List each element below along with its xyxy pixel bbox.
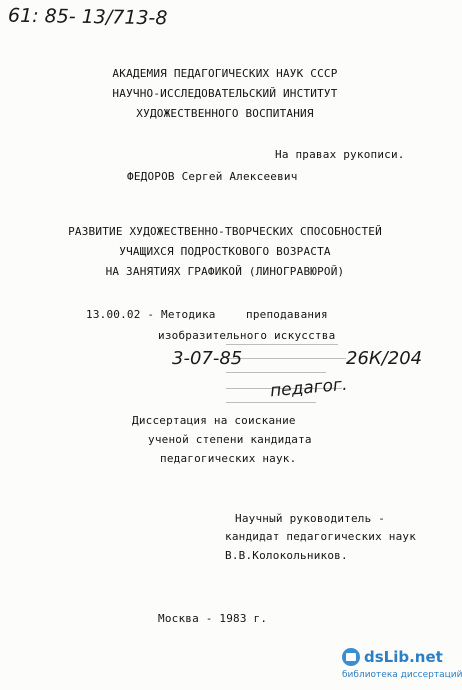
specialty-code: 13.00.02 - Методика (86, 308, 216, 321)
header-line-2: НАУЧНО-ИССЛЕДОВАТЕЛЬСКИЙ ИНСТИТУТ (112, 87, 338, 100)
author-name: ФЕДОРОВ Сергей Алексеевич (127, 170, 298, 183)
stamp-handwritten-subject: педагог. (269, 374, 349, 402)
watermark-subtitle: библиотека диссертаций (342, 670, 462, 680)
specialty-word: преподавания (246, 308, 328, 321)
stamp-handwritten-number: 26К/204 (346, 348, 423, 369)
header-line-3: ХУДОЖЕСТВЕННОГО ВОСПИТАНИЯ (136, 107, 314, 120)
watermark-site-name: dsLib.net (364, 648, 443, 666)
title-line-2: УЧАЩИХСЯ ПОДРОСТКОВОГО ВОЗРАСТА (119, 245, 331, 258)
supervisor-line-1: Научный руководитель - (235, 512, 386, 525)
dissertation-line-1: Диссертация на соискание (132, 414, 296, 427)
stamp-handwritten-date: 3-07-85 (172, 348, 243, 369)
handwritten-catalog-code: 61: 85- 13/713-8 (7, 4, 168, 30)
site-watermark (342, 648, 462, 684)
dissertation-line-2: ученой степени кандидата (148, 433, 312, 446)
dissertation-line-3: педагогических наук. (160, 452, 297, 465)
supervisor-line-2: кандидат педагогических наук (225, 530, 417, 543)
book-logo-icon (342, 648, 360, 666)
place-and-year: Москва - 1983 г. (158, 612, 268, 625)
title-line-3: НА ЗАНЯТИЯХ ГРАФИКОЙ (ЛИНОГРАВЮРОЙ) (105, 265, 345, 278)
specialty-line-2: изобразительного искусства (158, 329, 336, 342)
supervisor-line-3: В.В.Колокольников. (225, 549, 348, 562)
header-line-1: АКАДЕМИЯ ПЕДАГОГИЧЕСКИХ НАУК СССР (112, 67, 338, 80)
rights-note: На правах рукописи. (275, 148, 405, 161)
title-line-1: РАЗВИТИЕ ХУДОЖЕСТВЕННО-ТВОРЧЕСКИХ СПОСОБНОСТЕЙ (68, 225, 382, 238)
